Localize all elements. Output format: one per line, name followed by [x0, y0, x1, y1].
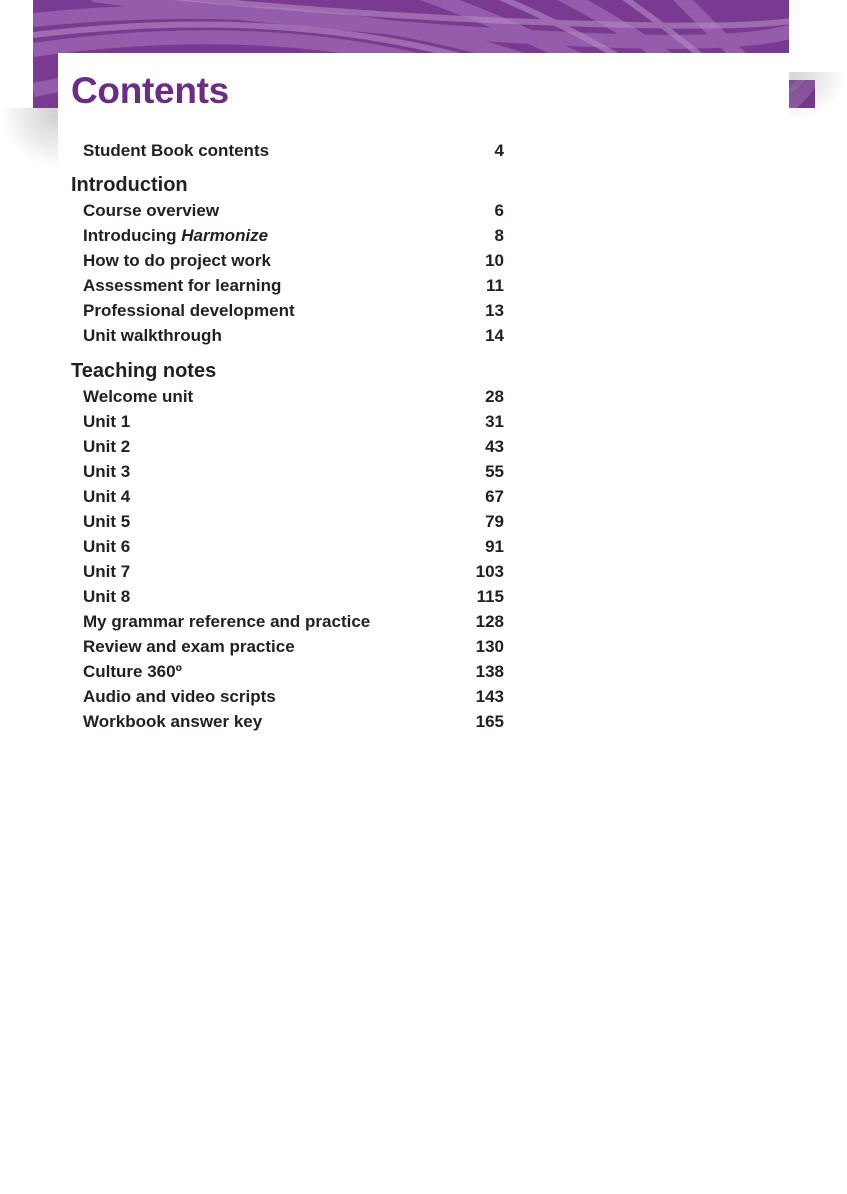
toc-entry-label: Unit walkthrough	[83, 326, 222, 345]
toc-entry[interactable]	[83, 484, 504, 509]
toc-entry-label: Unit 8	[83, 587, 131, 606]
toc-entry-label: My grammar reference and practice	[83, 612, 371, 631]
toc-entry[interactable]	[83, 323, 504, 348]
toc-entry-page: 4	[494, 141, 504, 160]
toc-entry-label: Audio and video scripts	[83, 687, 276, 706]
toc-entry-label: How to do project work	[83, 251, 271, 270]
toc-entry-label: Professional development	[83, 301, 295, 320]
toc-entry-label: Unit 3	[83, 462, 131, 481]
toc-entry[interactable]	[83, 709, 504, 734]
toc-entry-page: 143	[475, 687, 504, 706]
toc-entry-page: 55	[485, 462, 504, 481]
page-shadow-left	[0, 108, 60, 168]
toc-entry[interactable]	[83, 223, 504, 248]
toc-entry-page: 6	[494, 201, 504, 220]
toc-entry[interactable]	[83, 559, 504, 584]
toc-entry-label: Unit 5	[83, 512, 131, 531]
toc-entry-label: Student Book contents	[83, 141, 270, 160]
toc-entry-page: 67	[485, 487, 504, 506]
toc-entry-label: Welcome unit	[83, 387, 194, 406]
toc-entry[interactable]	[83, 198, 504, 223]
toc-entry-page: 31	[485, 412, 504, 431]
toc-entry-page: 138	[475, 662, 504, 681]
toc-entry-page: 79	[485, 512, 504, 531]
toc-entry[interactable]	[83, 534, 504, 559]
toc-entry[interactable]	[83, 609, 504, 634]
toc-entry-label-prefix: Introducing	[83, 226, 182, 245]
toc-entry-label: Unit 4	[83, 487, 131, 506]
section-heading-teaching-notes: Teaching notes	[71, 360, 217, 382]
toc-entry[interactable]	[83, 384, 504, 409]
toc-entry[interactable]	[83, 409, 504, 434]
toc-entry-page: 11	[486, 276, 504, 295]
toc-entry[interactable]	[83, 584, 504, 609]
toc-entry-page: 43	[485, 437, 504, 456]
toc-entry-page: 13	[485, 301, 504, 320]
toc-entry-page: 130	[475, 637, 504, 656]
page-curl-right	[789, 0, 815, 80]
toc-entry[interactable]	[83, 434, 504, 459]
toc-entry-label: Unit 7	[83, 562, 131, 581]
toc-entry-page: 103	[475, 562, 504, 581]
toc-entry-label: Review and exam practice	[83, 637, 295, 656]
toc-entry-label: Workbook answer key	[83, 712, 263, 731]
toc-entry-page: 165	[475, 712, 504, 731]
toc-entry-label: Unit 1	[83, 412, 131, 431]
toc-entry-page: 10	[485, 251, 504, 270]
toc-entry-page: 115	[476, 587, 504, 606]
toc-entry[interactable]	[83, 634, 504, 659]
toc-entry-page: 91	[485, 537, 504, 556]
toc-entry-label: Course overview	[83, 201, 220, 220]
toc-entry[interactable]	[83, 248, 504, 273]
page-shadow-right	[788, 72, 847, 120]
toc-entry-label: Unit 6	[83, 537, 131, 556]
toc-entry[interactable]	[83, 459, 504, 484]
page-title: Contents	[71, 70, 229, 111]
toc-entry-label: Unit 2	[83, 437, 131, 456]
toc-entry-page: 14	[485, 326, 504, 345]
toc-entry-label	[83, 223, 268, 248]
toc-entry[interactable]	[83, 659, 504, 684]
toc-entry[interactable]	[83, 509, 504, 534]
toc-entry-label: Assessment for learning	[83, 276, 282, 295]
toc-entry-label: Culture 360º	[83, 662, 182, 681]
toc-entry[interactable]	[83, 138, 504, 163]
section-heading-introduction: Introduction	[71, 174, 188, 196]
toc-entry-page: 128	[475, 612, 504, 631]
toc-entry[interactable]	[83, 684, 504, 709]
toc-entry[interactable]	[83, 273, 504, 298]
toc-entry-page: 28	[485, 387, 504, 406]
toc-entry[interactable]	[83, 298, 504, 323]
toc-entry-page: 8	[494, 226, 504, 245]
toc-entry-label-italic: Harmonize	[181, 226, 269, 245]
